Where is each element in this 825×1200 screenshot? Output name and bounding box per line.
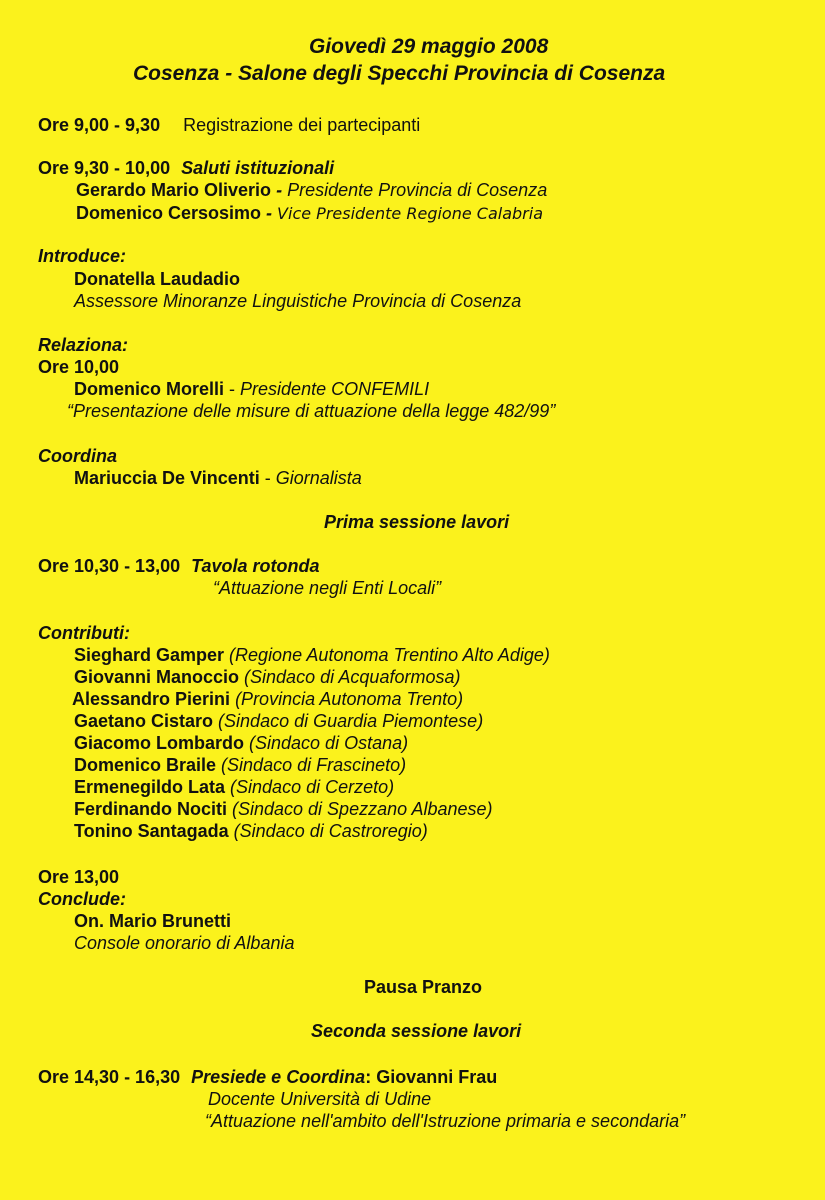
introduce-role: Assessore Minoranze Linguistiche Provincia di Cosenza	[74, 291, 522, 311]
list-item	[74, 666, 460, 688]
event-date: Giovedì 29 maggio 2008	[309, 35, 549, 58]
conclusion-label: Conclude:	[38, 889, 126, 909]
contributor-detail: (Sindaco di Ostana)	[244, 733, 409, 753]
contributi-label: Contributi:	[38, 623, 130, 643]
list-item	[74, 820, 428, 842]
contributor-detail: (Sindaco di Castroregio)	[228, 821, 428, 841]
relaziona-label: Relaziona:	[38, 335, 129, 355]
list-item	[74, 710, 483, 732]
relaziona-topic: “Presentazione delle misure di attuazione della legge 482/99”	[67, 401, 556, 421]
session2-name: Giovanni Frau	[376, 1067, 498, 1087]
session2-role: Docente Università di Udine	[208, 1089, 432, 1109]
introduce-label: Introduce:	[38, 246, 126, 266]
session1-time: Ore 10,30 - 13,00	[38, 556, 181, 576]
list-item	[74, 732, 408, 754]
speaker-role: Vice Presidente Regione Calabria	[277, 204, 543, 223]
session2-topic: “Attuazione nell'ambito dell'Istruzione primaria e secondaria”	[205, 1111, 686, 1131]
introduce-name: Donatella Laudadio	[74, 269, 241, 289]
session2-event: Presiede e Coordina	[191, 1067, 366, 1087]
session2-colon: :	[365, 1067, 377, 1087]
list-item	[74, 798, 493, 820]
session2-time: Ore 14,30 - 16,30	[38, 1067, 181, 1087]
speaker-name: Mariuccia De Vincenti	[74, 468, 260, 488]
greetings-speaker	[76, 179, 547, 201]
contributor-detail: (Regione Autonoma Trentino Alto Adige)	[224, 645, 550, 665]
greetings-title: Saluti istituzionali	[181, 158, 335, 178]
contributor-detail: (Sindaco di Acquaformosa)	[239, 667, 461, 687]
speaker-name: Domenico Morelli	[74, 379, 225, 399]
session2-row	[38, 1066, 497, 1088]
contributor-name: Giovanni Manoccio	[74, 667, 240, 687]
speaker-name: Domenico Cersosimo	[76, 203, 262, 223]
speaker-role: Presidente Provincia di Cosenza	[287, 180, 548, 200]
contributor-detail: (Sindaco di Guardia Piemontese)	[213, 711, 484, 731]
contributor-detail: (Provincia Autonoma Trento)	[230, 689, 464, 709]
session1-event: Tavola rotonda	[191, 556, 320, 576]
contributor-detail: (Sindaco di Frascineto)	[216, 755, 407, 775]
session1-topic: “Attuazione negli Enti Locali”	[213, 578, 442, 598]
speaker-separator: -	[271, 180, 288, 200]
contributor-name: Domenico Braile	[74, 755, 217, 775]
contributor-detail: (Sindaco di Spezzano Albanese)	[227, 799, 493, 819]
speaker-role: Presidente CONFEMILI	[240, 379, 430, 399]
contributor-name: Gaetano Cistaro	[74, 711, 214, 731]
list-item	[72, 688, 463, 710]
greetings-row	[38, 157, 334, 179]
contributor-name: Ermenegildo Lata	[74, 777, 226, 797]
session1-title: Prima sessione lavori	[324, 512, 510, 532]
greetings-speaker	[76, 202, 543, 225]
session1-row	[38, 555, 319, 577]
speaker-separator: -	[261, 203, 278, 223]
speaker-name: Gerardo Mario Oliverio	[76, 180, 272, 200]
speaker-separator: -	[224, 379, 241, 399]
list-item	[74, 754, 406, 776]
contributor-name: Ferdinando Nociti	[74, 799, 227, 819]
speaker-role: Giornalista	[275, 468, 362, 488]
lunch-break: Pausa Pranzo	[364, 977, 483, 997]
relaziona-time: Ore 10,00	[38, 357, 120, 377]
relaziona-speaker	[74, 378, 429, 400]
coordina-label: Coordina	[38, 446, 117, 466]
list-item	[74, 776, 394, 798]
contributor-name: Alessandro Pierini	[72, 689, 231, 709]
conclusion-name: On. Mario Brunetti	[74, 911, 231, 931]
registration-row	[38, 114, 420, 136]
contributor-name: Tonino Santagada	[74, 821, 229, 841]
event-venue: Cosenza - Salone degli Specchi Provincia di Cosenza	[133, 62, 666, 85]
conclusion-time: Ore 13,00	[38, 867, 120, 887]
registration-text: Registrazione dei partecipanti	[183, 115, 421, 135]
speaker-separator: -	[259, 468, 276, 488]
coordina-speaker	[74, 467, 362, 489]
contributor-name: Sieghard Gamper	[74, 645, 225, 665]
contributor-detail: (Sindaco di Cerzeto)	[225, 777, 395, 797]
registration-time: Ore 9,00 - 9,30	[38, 115, 161, 135]
contributor-name: Giacomo Lombardo	[74, 733, 245, 753]
session2-title: Seconda sessione lavori	[311, 1021, 522, 1041]
list-item	[74, 644, 550, 666]
conclusion-role: Console onorario di Albania	[74, 933, 295, 953]
greetings-time: Ore 9,30 - 10,00	[38, 158, 171, 178]
